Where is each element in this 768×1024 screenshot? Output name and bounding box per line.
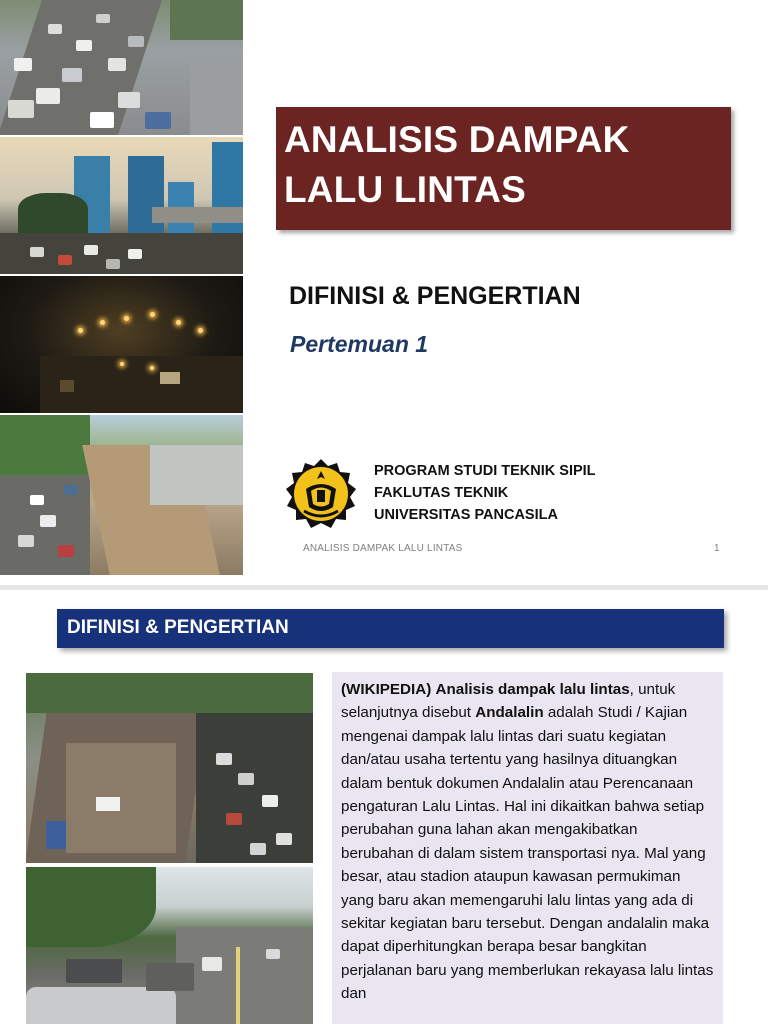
university-name: UNIVERSITAS PANCASILA [374, 507, 558, 523]
university-logo [284, 457, 358, 531]
street-photo [26, 867, 313, 1024]
paragraph-part-1: , untuk selanjutnya disebut [341, 681, 676, 722]
city-skyline-photo [0, 137, 243, 274]
definition-slide [0, 590, 768, 1024]
traffic-jam-photo [0, 0, 243, 135]
slide-footer: ANALISIS DAMPAK LALU LINTAS [303, 543, 463, 554]
meeting-label: Pertemuan 1 [290, 331, 429, 357]
faculty-name: FAKLUTAS TEKNIK [374, 485, 509, 501]
paragraph-part-2: adalah Studi / Kajian mengenai dampak lalu lintas dari suatu kegiatan dan/atau usaha tertentu yang hasilnya dituangkan dalam bentuk dokumen Andalalin atau Perencanaan pengaturan Lalu Lintas. Hal ini dikaitkan bahwa setiap perubahan guna lahan akan mengakibatkan berubahan di dalam sistem transportasi nya. Mal yang besar, atau stadion ataupun kawasan permukiman yang baru akan memengaruhi lalu lintas yang ada di sekitar kegiatan baru tersebut. Dengan andalalin maka dapat diperhitungkan berapa besar bangkitan perjalanan baru yang memberlukan rekayasa lalu lintas dan [341, 704, 714, 1003]
road-construction-photo [0, 415, 243, 575]
title-line-2: LALU LINTAS [284, 169, 526, 210]
slide-number: 1 [714, 543, 720, 554]
program-name: PROGRAM STUDI TEKNIK SIPIL [374, 463, 596, 479]
definition-paragraph [341, 678, 714, 1006]
night-street-photo [0, 276, 243, 413]
definition-text-box [332, 672, 723, 1024]
heading-bar [57, 609, 724, 648]
abbreviation: Andalalin [475, 704, 544, 722]
title-box [276, 107, 731, 230]
subtitle: DIFINISI & PENGERTIAN [289, 282, 581, 310]
slide-heading: DIFINISI & PENGERTIAN [67, 617, 289, 638]
defined-term: Analisis dampak lalu lintas [435, 681, 630, 698]
excavation-photo [26, 673, 313, 863]
title-line-1: ANALISIS DAMPAK [284, 119, 630, 160]
institution-block [374, 460, 596, 526]
source-tag: (WIKIPEDIA) [341, 681, 432, 698]
